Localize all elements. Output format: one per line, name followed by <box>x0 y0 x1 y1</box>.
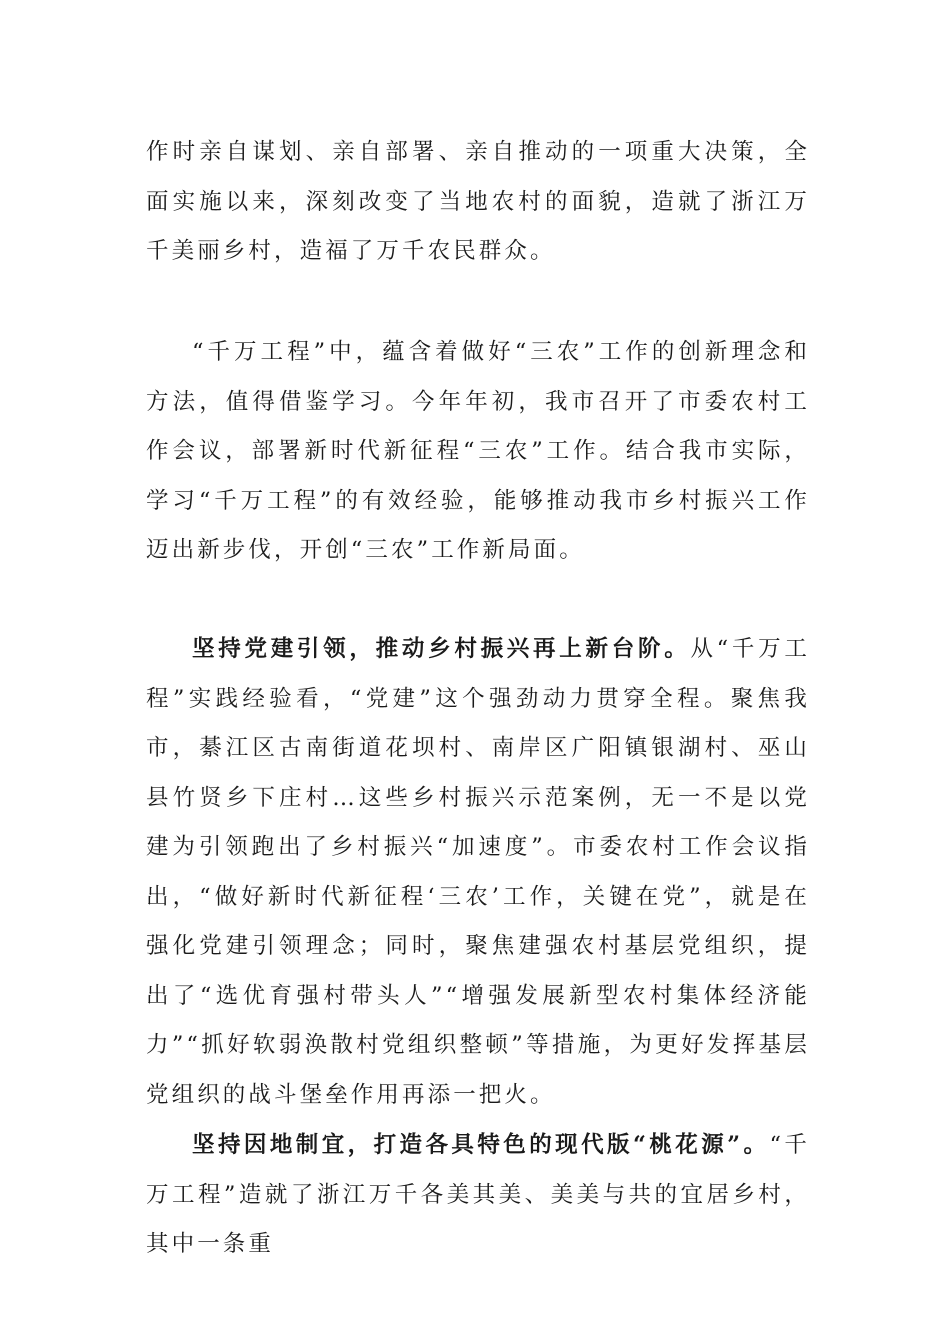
paragraph-lead-heading: 坚持党建引领，推动乡村振兴再上新台阶。 <box>192 636 691 662</box>
paragraph-text: “千万工程”造就了浙江万千各美其美、美美与共的宜居乡村，其中一条重 <box>146 1132 811 1257</box>
paragraph-text: “千万工程”中，蕴含着做好“三农”工作的创新理念和方法，值得借鉴学习。今年年初，我市召开了市委农村工作会议，部署新时代新征程“三农”工作。结合我市实际，学习“千万工程”的有效经验，能够推动我市乡村振兴工作迈出新步伐，开创“三农”工作新局面。 <box>146 339 810 563</box>
paragraph-text: 从“千万工程”实践经验看，“党建”这个强劲动力贯穿全程。聚焦我市，綦江区古南街道花坝村、南岸区广阳镇银湖村、巫山县竹贤乡下庄村…这些乡村振兴示范案例，无一不是以党建为引领跑出了乡村振兴“加速度”。市委农村工作会议指出，“做好新时代新征程‘三农’工作，关键在党”，就是在强化党建引领理念；同时，聚焦建强农村基层党组织，提出了“选优育强村带头人”“增强发展新型农村集体经济能力”“抓好软弱涣散村党组织整顿”等措施，为更好发挥基层党组织的战斗堡垒作用再添一把火。 <box>146 636 810 1108</box>
paragraph-text: 作时亲自谋划、亲自部署、亲自推动的一项重大决策，全面实施以来，深刻改变了当地农村的面貌，造就了浙江万千美丽乡村，造福了万千农民群众。 <box>146 139 810 264</box>
paragraph-party-building <box>146 625 810 1120</box>
paragraph-qianwan-intro <box>146 328 810 576</box>
paragraph-continuation <box>146 128 810 277</box>
paragraph-local-conditions <box>146 1121 810 1270</box>
paragraph-lead-heading: 坚持因地制宜，打造各具特色的现代版“桃花源”。 <box>192 1132 770 1158</box>
